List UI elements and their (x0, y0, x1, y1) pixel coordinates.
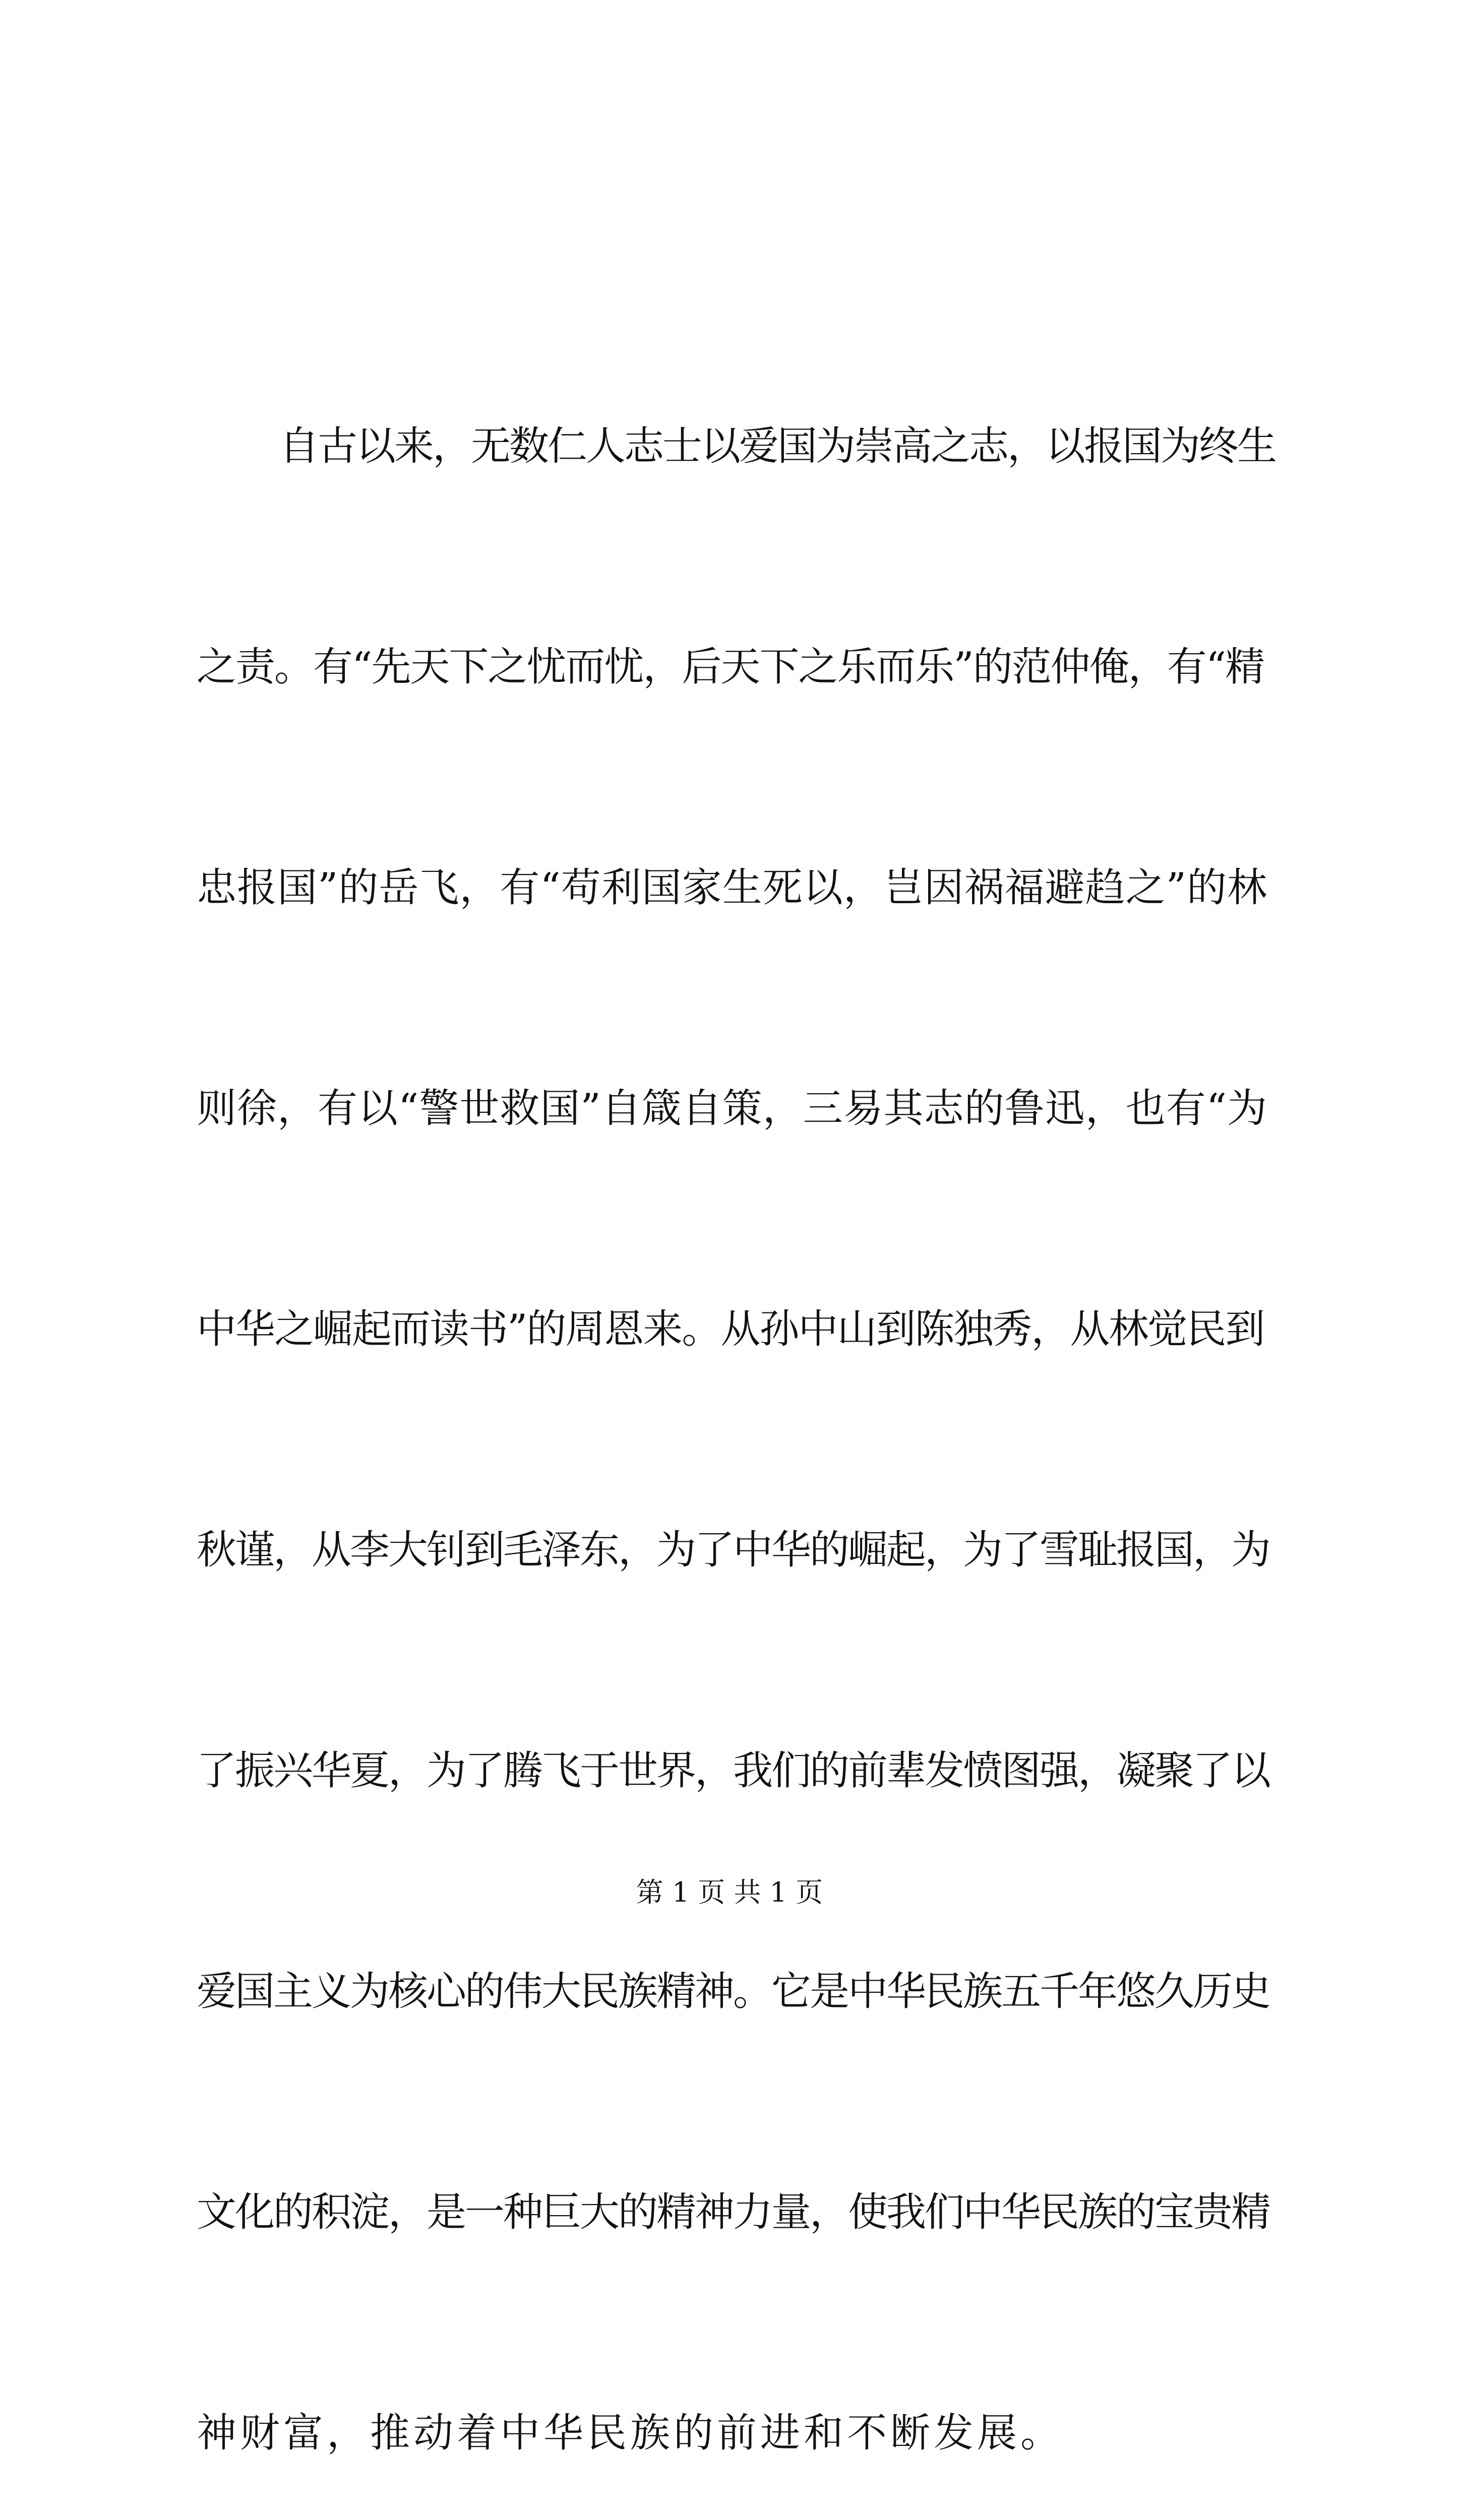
paragraph-line: 神财富，推动着中华民族的前进和不断发展。 (197, 2410, 1064, 2456)
paragraph-line: 之责。有“先天下之忧而忧，后天下之乐而乐”的范仲俺，有“精 (197, 644, 1264, 690)
paragraph-line: 秋谨，从李大钊到毛泽东，为了中华的崛起，为了雪耻报国，为 (197, 1527, 1269, 1573)
paragraph-line: 文化的积淀，是一种巨大的精神力量，使我们中华民族的宝贵精 (197, 2189, 1269, 2235)
paragraph-line: 了振兴华夏，为了腾飞于世界，我们的前辈发愤图强，凝聚了以 (197, 1747, 1269, 1794)
page-number-footer: 第 1 页 共 1 页 (636, 1876, 823, 1908)
document-body (197, 262, 1275, 2520)
paragraph-line: 忠报国”的岳飞，有“苟利国家生死以，岂因祸福避趋之”的林 (197, 864, 1268, 911)
paragraph-line: 则徐，有以“警世救国”自箴自策，三易其志的鲁迅，也有“为 (197, 1085, 1268, 1131)
paragraph-1 (197, 262, 1275, 2520)
paragraph-line: 爱国主义为核心的伟大民族精神。它是中华民族五千年悠久历史 (197, 1968, 1269, 2014)
paragraph-line: 中华之崛起而读书”的周恩来。从孙中山到陈独秀，从林觉民到 (197, 1306, 1264, 1352)
paragraph-line: 自古以来，无数仁人志士以爱国为崇高之志，以报国为终生 (279, 423, 1275, 469)
